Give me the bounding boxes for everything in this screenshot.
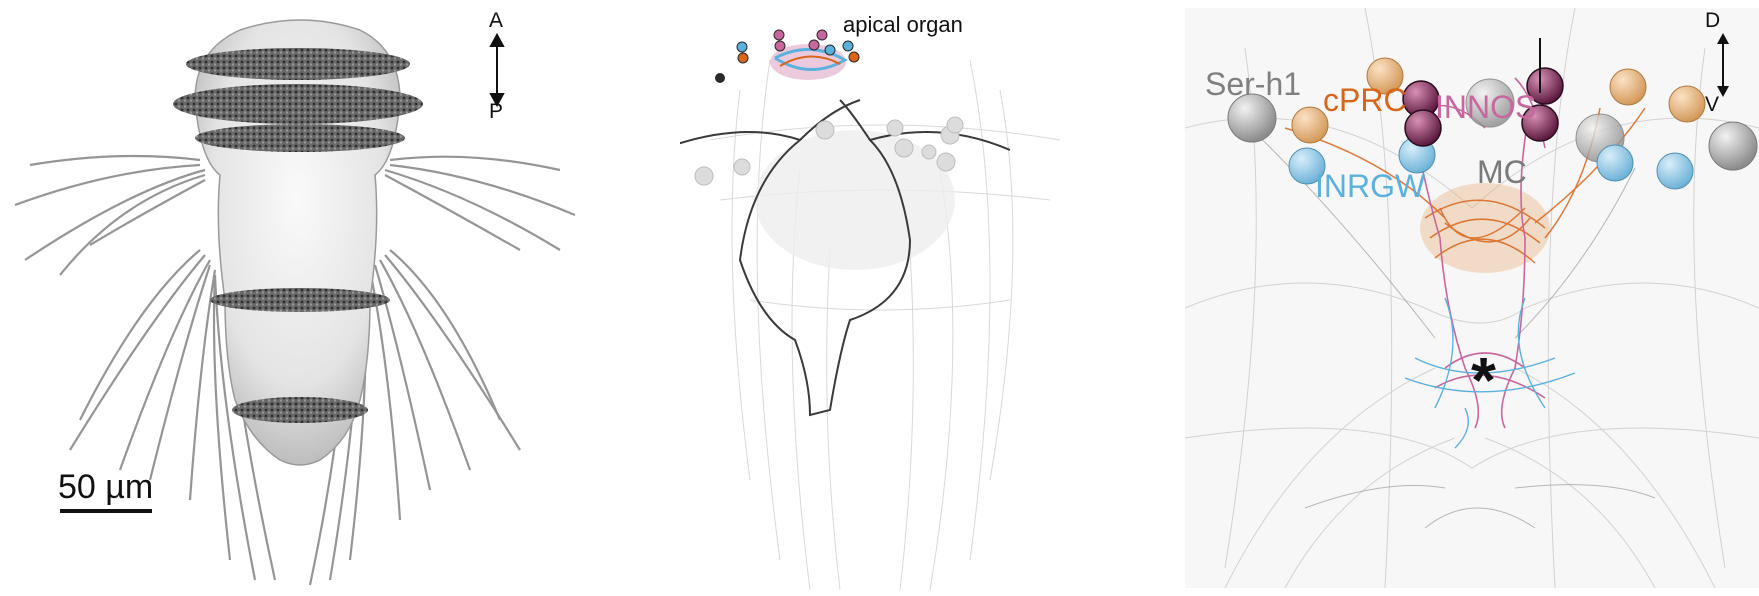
ciliary-band-3 [195,124,405,152]
dv-axis-arrow-glyph [1713,32,1733,98]
axis-anterior-label: A [489,9,504,32]
panel-apical-organ-closeup [1185,8,1759,588]
label-innos: INNOS [1435,89,1537,125]
nervous-system-render [680,0,1100,596]
larva-body-render [0,0,600,596]
ciliary-band-4 [210,288,390,312]
ap-axis-arrow [491,35,503,105]
axis-posterior-label: P [489,100,504,123]
panel-nervous-system [680,0,1100,596]
apical-organ-label: apical organ [843,12,963,37]
label-cprc: cPRC [1323,82,1407,118]
axis-dorsal-label: D [1705,9,1721,32]
ciliary-band-2 [173,84,423,124]
label-ser-h1: Ser-h1 [1205,66,1302,102]
asterisk-marker: * [1471,344,1496,416]
label-mc: MC [1477,154,1527,190]
scale-bar [60,509,152,513]
panel-larva-body [0,0,600,596]
ciliary-band-1 [186,48,410,80]
axis-ventral-label: V [1705,93,1720,116]
apical-organ-cluster [715,30,859,83]
scale-bar-label: 50 µm [58,468,154,506]
label-inrgw: INRGW [1315,168,1426,204]
ciliary-band-5 [232,397,368,423]
